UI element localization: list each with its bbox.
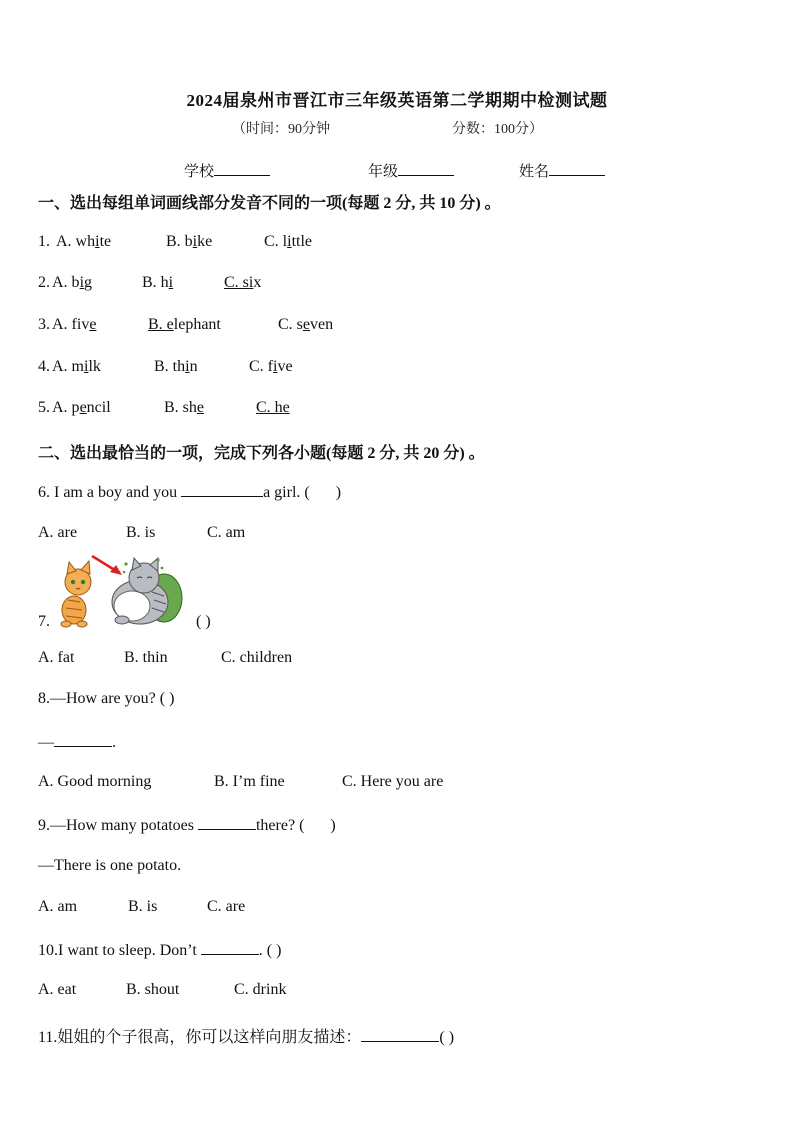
exam-score: 分数：100分）	[452, 122, 543, 137]
q9-option-a[interactable]: A. am	[38, 898, 78, 915]
red-arrow-icon	[92, 556, 122, 575]
section2-heading: 二、选出最恰当的一项，完成下列各小题(每题 2 分, 共 20 分) 。	[38, 445, 485, 462]
question-6: 6. I am a boy and you a girl. ( )	[38, 484, 342, 501]
q6-option-b[interactable]: B. is	[126, 524, 156, 541]
q8-option-c[interactable]: C. Here you are	[342, 773, 444, 790]
q7-option-c[interactable]: C. children	[221, 649, 293, 666]
q10-question: 10.I want to sleep. Don’t . ( )	[38, 942, 282, 959]
q9-option-c[interactable]: C. are	[207, 898, 246, 915]
q2-option-b[interactable]: B. hi	[142, 274, 174, 291]
q8-option-b[interactable]: B. I’m fine	[214, 773, 285, 790]
q1-option-c[interactable]: C. little	[264, 233, 313, 250]
q1-option-a[interactable]: A. white	[56, 233, 112, 250]
q9-question: 9.—How many potatoes there? ( )	[38, 817, 336, 834]
section1-heading: 一、选出每组单词画线部分发音不同的一项(每题 2 分, 共 10 分) 。	[38, 195, 501, 212]
exam-time: （时间：90分钟	[232, 122, 330, 137]
q5-option-a[interactable]: A. pencil	[52, 399, 111, 416]
fat-cat-icon	[112, 558, 168, 624]
q6-blank[interactable]	[181, 482, 263, 497]
q7-option-b[interactable]: B. thin	[124, 649, 168, 666]
q6-option-c[interactable]: C. am	[207, 524, 246, 541]
q11-question: 11.姐姐的个子很高，你可以这样向朋友描述： ( )	[38, 1029, 455, 1046]
q11-blank[interactable]	[361, 1027, 439, 1042]
q3-option-c[interactable]: C. seven	[278, 316, 334, 333]
q1-number: 1.	[38, 233, 50, 250]
q9-reply: —There is one potato.	[38, 857, 182, 874]
q5-number: 5.	[38, 399, 50, 416]
q2-option-c[interactable]: C. six	[224, 274, 262, 291]
name-field	[519, 160, 605, 181]
q5-option-c[interactable]: C. he	[256, 399, 290, 416]
name-blank[interactable]	[549, 161, 605, 176]
q3-number: 3.	[38, 316, 50, 333]
q10-blank[interactable]	[201, 940, 259, 955]
q9-blank[interactable]	[198, 815, 256, 830]
school-label: 学校	[184, 164, 215, 180]
q9-option-b[interactable]: B. is	[128, 898, 158, 915]
cats-picture	[52, 552, 184, 628]
q2-option-a[interactable]: A. big	[52, 274, 93, 291]
q4-option-c[interactable]: C. five	[249, 358, 293, 375]
q6-text: 6. I am a boy and you	[38, 484, 182, 501]
q4-number: 4.	[38, 358, 50, 375]
thin-cat-icon	[61, 561, 91, 627]
q7-number: 7.	[38, 613, 50, 630]
q10-option-c[interactable]: C. drink	[234, 981, 287, 998]
q3-option-b[interactable]: B. elephant	[148, 316, 221, 333]
grade-blank[interactable]	[398, 161, 454, 176]
q10-option-b[interactable]: B. shout	[126, 981, 180, 998]
q8-blank[interactable]	[54, 732, 112, 747]
school-field	[184, 160, 270, 181]
q2-number: 2.	[38, 274, 50, 291]
school-blank[interactable]	[214, 161, 270, 176]
page-title: 2024届泉州市晋江市三年级英语第二学期期中检测试题	[186, 91, 608, 110]
q8-option-a[interactable]: A. Good morning	[38, 773, 152, 790]
q10-option-a[interactable]: A. eat	[38, 981, 77, 998]
q5-option-b[interactable]: B. she	[164, 399, 205, 416]
grade-field	[368, 160, 454, 181]
grade-label: 年级	[368, 164, 399, 180]
q8-answer-line: — .	[38, 734, 116, 751]
q1-option-b[interactable]: B. bike	[166, 233, 213, 250]
q3-option-a[interactable]: A. five	[52, 316, 97, 333]
name-label: 姓名	[519, 164, 550, 180]
q6-option-a[interactable]: A. are	[38, 524, 78, 541]
q7-paren[interactable]: ( )	[196, 613, 211, 630]
q4-option-a[interactable]: A. milk	[52, 358, 101, 375]
q7-option-a[interactable]: A. fat	[38, 649, 75, 666]
q8-question: 8.—How are you? ( )	[38, 690, 175, 707]
q4-option-b[interactable]: B. thin	[154, 358, 198, 375]
